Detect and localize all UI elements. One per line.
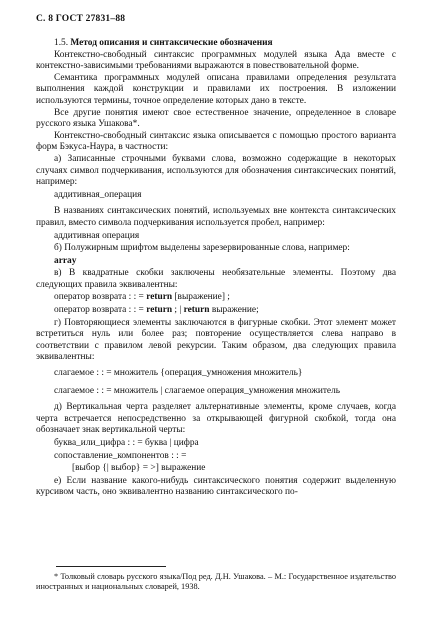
document-body [36, 38, 396, 499]
keyword: return [183, 305, 210, 316]
example-line: array [54, 255, 77, 266]
paragraph-item-g: г) Повторяющиеся элементы заключаются в фигурные скобки. Этот элемент может встретиться нуль или более раз; повторение осуществляется слева направо в соответствии с правилом левой рекурсии. Таким образом, два следующих правила эквивалентны: [36, 317, 396, 363]
rule-text: [выражение] ; [172, 292, 230, 303]
section-heading [36, 38, 396, 50]
rule-text: выражение; [209, 305, 259, 316]
rule-text: оператор возврата : : = [54, 305, 147, 316]
example-line: слагаемое : : = множитель | слагаемое операция_умножения множитель [54, 385, 341, 396]
footnote: * Толковый словарь русского языка/Под ред. Д.Н. Ушакова. – М.: Государственное издательство иностранных и национальных словарей, 1938. [36, 572, 396, 592]
page-header: С. 8 ГОСТ 27831–88 [36, 14, 126, 24]
example-line: [выбор {| выбор} = >] выражение [72, 463, 206, 474]
section-title: Метод описания и синтаксические обозначения [70, 38, 273, 48]
paragraph-item-a: а) Записанные строчными буквами слова, возможно содержащие в некоторых случаях символ подчеркивания, используются для обозначения синтаксических понятий, например: [36, 153, 396, 188]
keyword: return [146, 292, 173, 303]
footnote-divider [56, 566, 166, 567]
rule-text: оператор возврата : : = [54, 292, 147, 303]
keyword: return [146, 305, 173, 316]
paragraph: В названиях синтаксических понятий, используемых вне контекста синтаксических правил, вместо символа подчеркивания используется пробел, например: [36, 206, 396, 228]
paragraph-item-b: б) Полужирным шрифтом выделены зарезервированные слова, например: [54, 243, 350, 254]
section-number: 1.5. [54, 38, 69, 48]
paragraph: Контекстно-свободный синтаксис программных модулей языка Ада вместе с контекстно-зависимыми требованиями выражаются в повествовательной форме. [36, 49, 396, 72]
example-line: буква_или_цифра : : = буква | цифра [54, 438, 199, 448]
example-line [54, 292, 396, 304]
paragraph-item-e: е) Если название какого-нибудь синтаксического понятия содержит выделенную курсивом часть, оно эквивалентно названию синтаксического по- [36, 475, 396, 498]
paragraph: Контекстно-свободный синтаксис языка описывается с помощью простого варианта форм Бэкуса-Наура, в частности: [36, 130, 396, 153]
example-line: аддитивная операция [54, 230, 140, 241]
example-line [54, 305, 396, 317]
example-line: слагаемое : : = множитель {операция_умножения множитель} [54, 368, 303, 379]
example-line: аддитивная_операция [54, 189, 142, 200]
paragraph: Все другие понятия имеют свое естественное значение, определенное в словаре русского языка Ушакова*. [36, 107, 396, 130]
paragraph-item-d: д) Вертикальная черта разделяет альтернативные элементы, кроме случаев, когда черта встречается непосредственно за открывающей фигурной скобкой, тогда она обозначает знак вертикальной черты: [36, 402, 396, 436]
rule-text: ; | [172, 305, 184, 316]
paragraph: Семантика программных модулей описана правилами определения результата выполнения каждой конструкции и правилами их построения. В изложении используются термины, точное определение которых дано в тексте. [36, 72, 396, 106]
example-line: сопоставление_компонентов : : = [54, 450, 187, 461]
paragraph-item-v: в) В квадратные скобки заключены необязательные элементы. Поэтому два следующих правила эквивалентны: [36, 268, 396, 290]
